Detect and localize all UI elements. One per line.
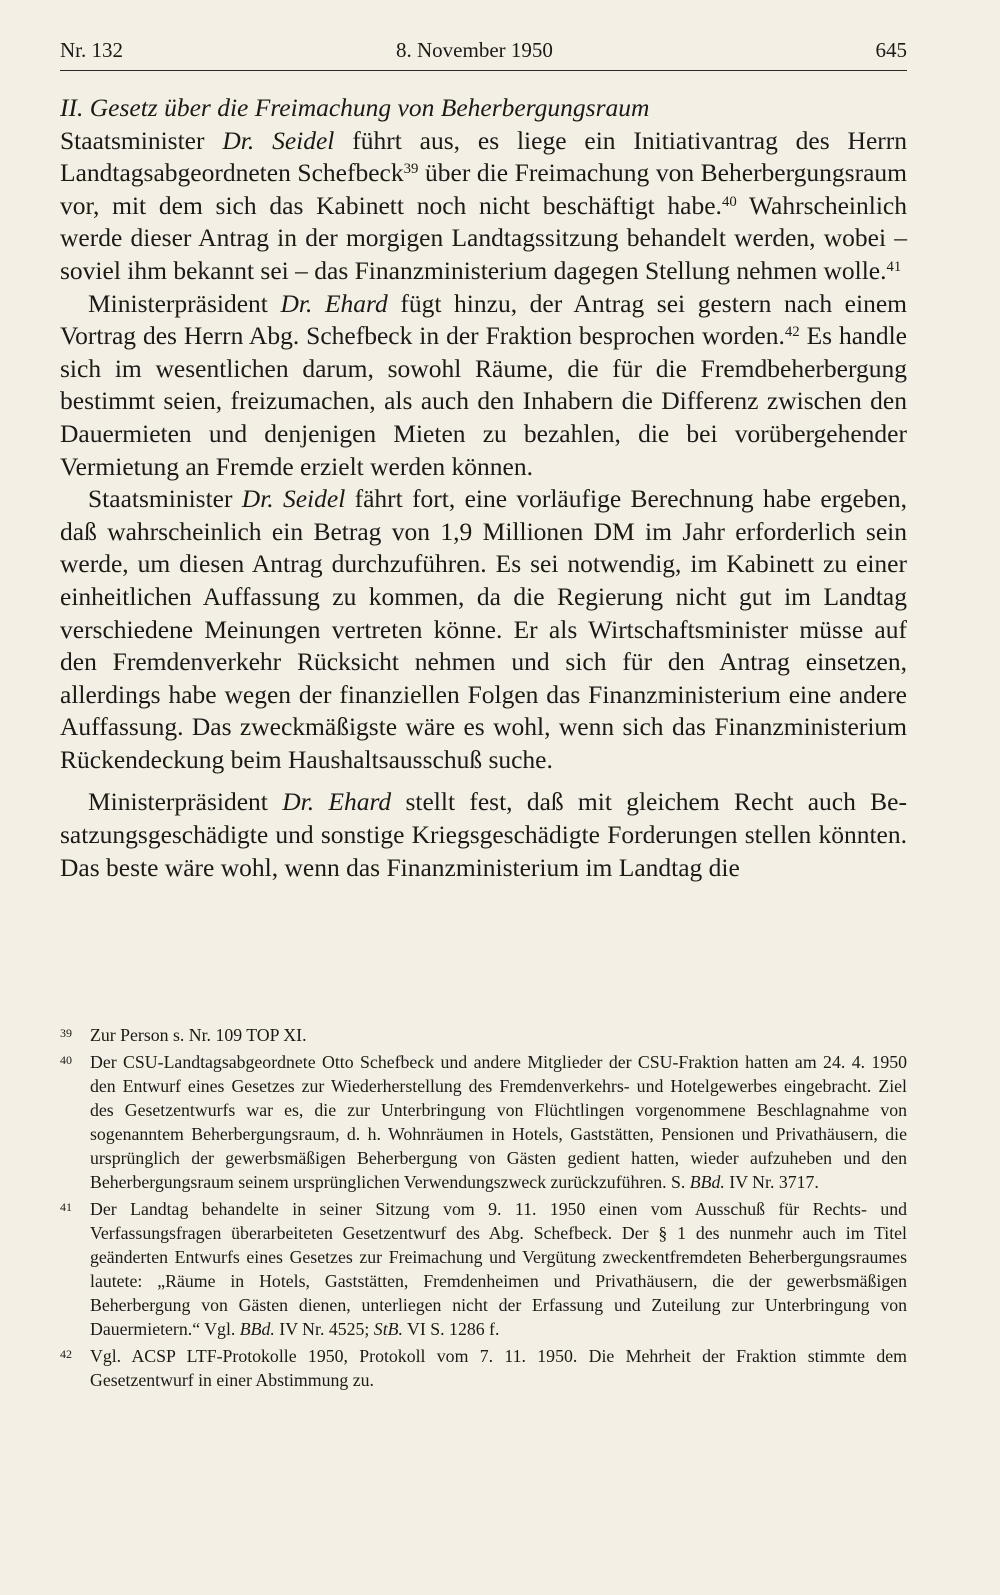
footnote (60, 1050, 907, 1194)
citation-abbrev: StB. (373, 1319, 403, 1339)
text-segment: Wahrscheinlich werde dieser Antrag in der morgigen Landtagssitzung behandelt werden, wobei – soviel ihm bekannt sei – das Finanzministerium dagegen Stellung nehmen wolle. (60, 190, 907, 285)
paragraph (60, 288, 907, 484)
text-segment: fährt fort, eine vorläufige Berechnung habe ergeben, daß wahrscheinlich ein Betrag von 1,9 Millionen DM im Jahr erforderlich sein werde, um diesen Antrag durchzuführen. Es sei notwendig, im Kabinett zu einer einheitlichen Auffassung zu kommen, da die Regierung nicht gut im Landtag verschiedene Meinungen vertreten könne. Er als Wirtschaftsminister müsse auf den Fremdenverkehr Rücksicht nehmen und sich für den Antrag einsetzen, allerdings habe wegen der finanziellen Folgen das Finanzministerium eine andere Auffassung. Das zweckmäßigste wäre es wohl, wenn sich das Finanzministerium Rückendeckung beim Haushaltsausschuß suche. (60, 484, 908, 774)
paragraph (60, 125, 907, 288)
footnote-text: IV Nr. 4525; (274, 1319, 374, 1339)
footnote-text: Vgl. ACSP LTF-Protokolle 1950, Protokoll vom 7. 11. 1950. Die Mehrheit der Fraktion stimmte dem Gesetzentwurf in einer Abstimmung zu. (90, 1346, 907, 1390)
footnote-ref: 40 (721, 193, 737, 210)
text-segment: führt aus, es liege ein Initiativantrag des Herrn Landtagsabgeordneten Schefbeck (60, 125, 907, 188)
footnote (60, 1197, 907, 1341)
page-number: 645 (875, 38, 907, 62)
speaker-name: Dr. Ehard (282, 787, 392, 817)
text-segment: Es handle sich im wesentlichen darum, sowohl Räume, die für die Fremdbeherbergung bestimmt seien, freizumachen, als auch den Inhabern die Differenz zwischen den Dauermieten und denjenigen Mieten zu bezahlen, die bei vorübergehender Vermietung an Fremde erzielt werden können. (60, 321, 907, 481)
header-date: 8. November 1950 (396, 38, 553, 62)
footnote-ref: 39 (403, 161, 419, 178)
footnote-text: Der Landtag behandelte in seiner Sitzung vom 9. 11. 1950 einen vom Ausschuß für Rechts- und Verfassungsfragen überarbeiteten Gesetzentwurf des Abg. Schefbeck. Der § 1 des nunmehr auch im Titel geänderten Entwurfs eines Gesetzes zur Freimachung und Vergütung zweckentfremdeten Beherbergungsraumes lautete: „Räume in Hotels, Gaststätten, Fremdenheimen und Privathäusern, die der gewerbsmäßigen Beherbergung von Gästen dienen, unterliegen nicht der Erfassung und Zuteilung zur Unterbringung von Dauermietern.“ Vgl. (90, 1199, 907, 1339)
speaker-name: Dr. Ehard (280, 288, 388, 318)
running-header (60, 36, 907, 71)
text-segment: Ministerpräsident (88, 288, 281, 318)
footnote-number: 40 (60, 1053, 72, 1067)
paragraph (60, 483, 907, 776)
footnote-number: 39 (60, 1026, 72, 1040)
text-segment: fügt hinzu, der Antrag sei gestern nach einem Vortrag des Herrn Abg. Schefbeck in der Fraktion besprochen worden. (60, 288, 907, 351)
footnote-text: Der CSU-Landtagsabgeordnete Otto Schefbeck und andere Mitglieder der CSU-Fraktion hatten am 24. 4. 1950 den Entwurf eines Gesetzes zur Wiederherstellung des Fremdenverkehrs- und Hotelgewerbes eingebracht. Ziel des Gesetzentwurfs war es, die zur Unterbringung von Flüchtlingen vorgenommene Beschlagnahme von sogenanntem Beherbergungsraum, d. h. Wohnräumen in Hotels, Gaststätten, Pensionen und Privathäusern, die ursprünglich der gewerbsmäßigen Beherbergung von Gästen gedient hatten, wieder aufzuheben und den Beherbergungsraum seinem ursprünglichen Verwendungszweck zurückzuführen. S. (90, 1052, 907, 1192)
footnote-ref: 42 (784, 324, 800, 341)
footnote-text: Zur Person s. Nr. 109 TOP XI. (90, 1025, 307, 1045)
text-segment: Ministerpräsident (88, 787, 283, 817)
main-text (60, 92, 907, 884)
section-heading: II. Gesetz über die Freimachung von Beherbergungsraum (60, 93, 650, 122)
text-segment: Staatsminister (60, 125, 223, 155)
footnote-text: IV Nr. 3717. (724, 1172, 819, 1192)
text-segment: über die Freimachung von Beherbergungsraum vor, mit dem sich das Kabinett noch nicht beschäftigt habe. (60, 158, 907, 220)
text-segment: Staatsminister (88, 484, 242, 514)
footnote-number: 42 (60, 1347, 72, 1361)
footnotes (60, 1023, 907, 1395)
footnote-text: VI S. 1286 f. (402, 1319, 500, 1339)
citation-abbrev: BBd. (239, 1319, 275, 1339)
paragraph (60, 786, 907, 884)
footnote (60, 1023, 907, 1047)
footnote-ref: 41 (886, 258, 902, 275)
footnote (60, 1344, 907, 1392)
citation-abbrev: BBd. (689, 1172, 725, 1192)
text-segment: stellt fest, daß mit gleichem Recht auch Besatzungsgeschädigte und sonstige Kriegsgeschädigte Forderungen stellen könnten. Das beste wäre wohl, wenn das Finanzministerium im Landtag die (60, 787, 907, 882)
issue-number: Nr. 132 (60, 38, 123, 62)
speaker-name: Dr. Seidel (241, 484, 346, 514)
speaker-name: Dr. Seidel (222, 125, 335, 155)
footnote-number: 41 (60, 1200, 72, 1214)
